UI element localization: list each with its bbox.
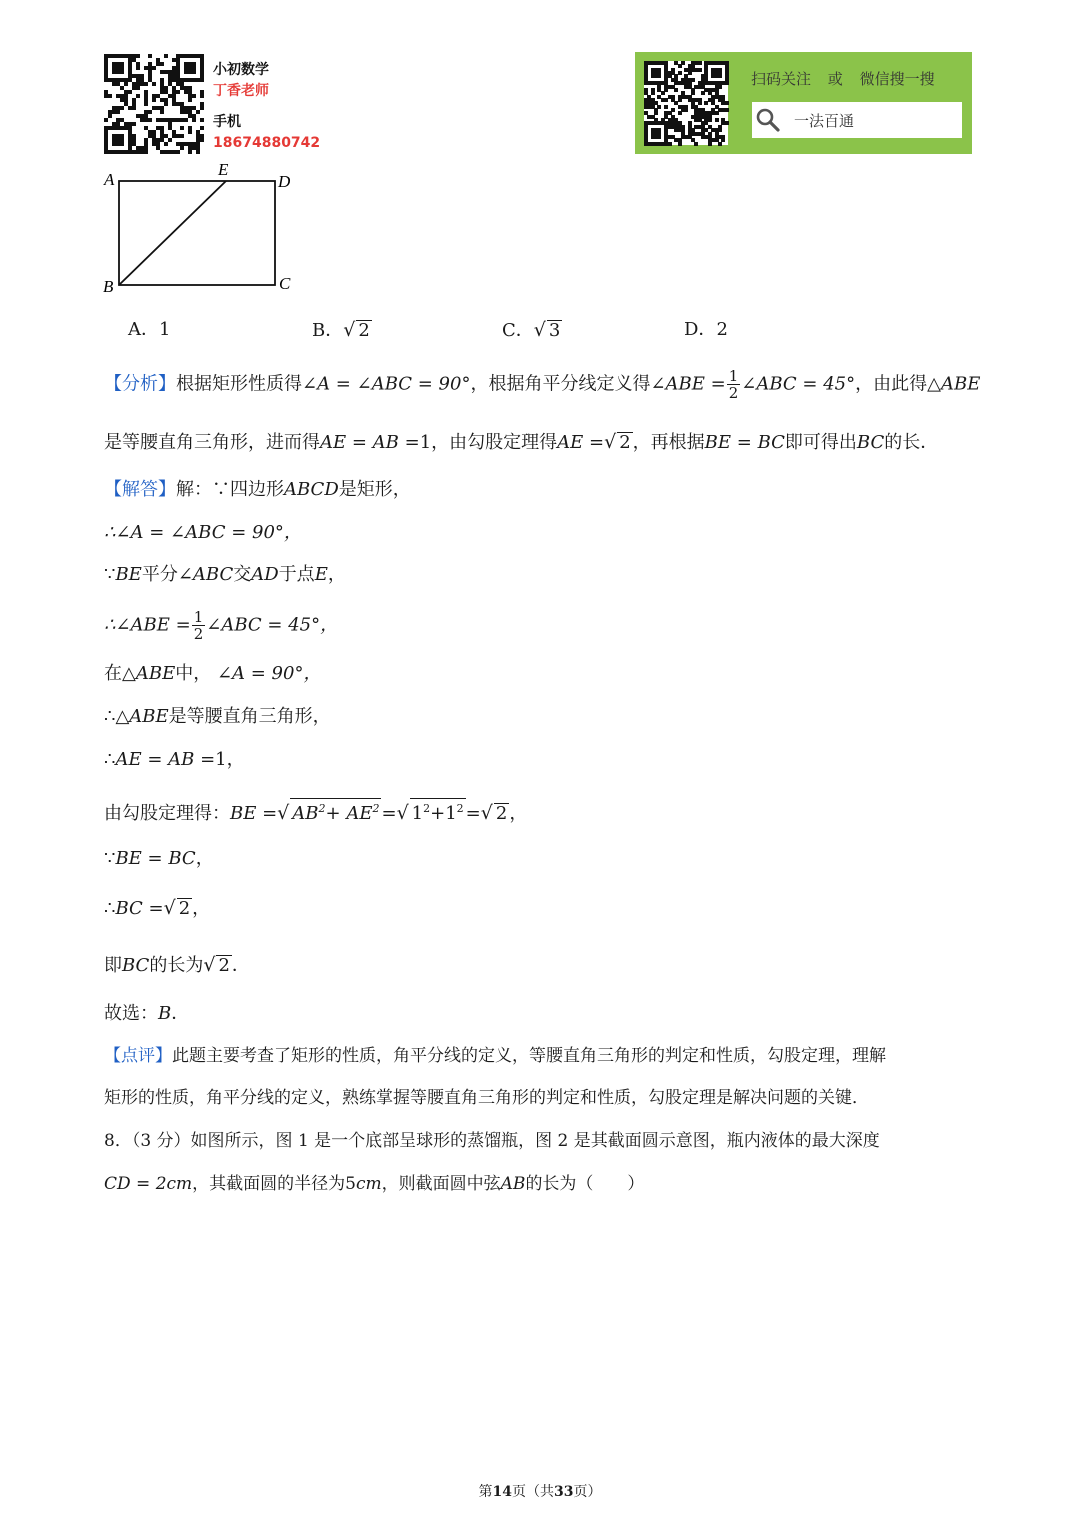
follow-banner [635,52,972,154]
search-text: 一法百通 [794,112,855,130]
qr-module [124,82,128,86]
page-number: 14 [492,1484,512,1500]
qr-module [108,94,112,98]
qr-module [132,106,136,110]
segment-be [119,181,226,285]
analysis-line-1: 【分析】根据矩形性质得∠A = ∠ABC = 90°，根据角平分线定义得∠ABE = $\frac{1}{2}$ ∠ABC = 45°，由此得△ABE [104,367,981,402]
rectangle-figure [100,158,300,298]
rectangle-abcd [119,181,275,285]
solution-line-6: ∴AE = AB =1， [104,749,245,770]
solution-line-8: ∵BE = BC， [104,848,214,869]
option-b-value: 2 [358,320,370,341]
option-c-value: 3 [548,320,561,341]
phone-number: 18674880742 [213,135,321,151]
qr-module [718,142,722,146]
qr-module [180,126,184,130]
fraction-half-2: $\frac{1}{2}$ [193,608,204,643]
solution-line-10: 即BC的长为√ 2 ． [104,954,250,976]
qr-module [678,64,682,68]
qr-module [148,118,152,122]
qr-module [196,110,200,114]
qr-module [120,106,124,110]
qr-module [136,66,140,70]
qr-module [657,74,661,78]
label-d: D [278,172,291,191]
qr-module [144,102,148,106]
qr-module [164,54,168,58]
qr-module [657,135,661,139]
solution-line-9: ∴BC =√ 2 ， [104,897,211,919]
qr-module [664,105,668,109]
question-8-line-1: 8．（3 分）如图所示，图 1 是一个底部呈球形的蒸馏瓶，图 2 是其截面圆示意图，瓶内液体的最大深度 [104,1131,880,1151]
option-b-letter: B． [312,320,344,341]
label-c: C [279,274,291,293]
brand-name: 小初数学 [213,62,269,78]
qr-module [725,121,729,125]
qr-module [725,108,729,112]
qr-module [132,122,136,126]
qr-module [164,102,168,106]
qr-module [698,68,702,72]
qr-module [184,118,188,122]
solution-line-5: ∴△ABE是等腰直角三角形， [104,706,331,727]
solution-line-2: ∵BE平分∠ABC交AD于点E， [104,564,346,585]
label-b: B [103,277,114,296]
qr-module [192,118,196,122]
qr-module [176,150,180,154]
phone-label: 手机 [213,114,241,130]
qr-module [708,142,712,146]
qr-module [180,134,184,138]
qr-module [704,101,708,105]
qr-module [152,66,156,70]
solution-line-11: 故选：B． [104,1003,190,1024]
option-a-value: 1 [159,319,171,340]
qr-module [148,110,152,114]
qr-module [144,150,148,154]
qr-module [152,82,156,86]
qr-module [718,74,722,78]
qr-module [200,106,204,110]
label-a: A [104,170,115,189]
qr-module [694,142,698,146]
qr-module [136,94,140,98]
qr-module [136,86,140,90]
search-box[interactable] [752,102,962,138]
qr-module [200,78,204,82]
qr-module [196,150,200,154]
qr-module [701,91,705,95]
comment-tag: 【点评】 [104,1046,172,1066]
qr-module [128,90,132,94]
qr-module [116,110,120,114]
contact-qr-code [104,54,208,154]
qr-module [176,90,180,94]
question-8-line-2: CD = 2cm，其截面圆的半径为5cm，则截面圆中弦AB的长为（ ） [104,1174,645,1194]
qr-module [678,111,682,115]
qr-module [144,82,148,86]
analysis-line-2: 是等腰直角三角形，进而得AE = AB =1，由勾股定理得AE =√ 2 ，再根据BE = BC即可得出BC的长． [104,431,939,453]
qr-module [200,118,204,122]
option-a[interactable] [128,318,170,342]
search-icon [755,107,781,133]
solution-line-4: 在△ABE中， ∠A = 90°， [104,663,322,684]
qr-module [664,98,668,102]
qr-module [715,111,719,115]
contact-block [213,60,320,154]
qr-module [180,146,184,150]
teacher-name: 丁香老师 [213,83,269,99]
option-c-letter: C． [502,320,534,341]
comment-line-2: 矩形的性质，角平分线的定义，熟练掌握等腰直角三角形的判定和性质，勾股定理是解决问题的关键． [104,1088,869,1108]
solution-line-intro: 【解答】解：∵四边形ABCD是矩形， [104,479,411,500]
qr-module [698,61,702,65]
qr-module [725,81,729,85]
option-a-letter: A． [128,319,159,340]
solution-tag: 【解答】 [104,479,176,500]
solution-line-3: ∴∠ABE = $\frac{1}{2}$ ∠ABC = 45°， [104,608,339,643]
scan-follow-text: 扫码关注 [751,70,812,88]
comment-line-1: 【点评】此题主要考查了矩形的性质，角平分线的定义，等腰直角三角形的判定和性质，勾股定理，理解 [104,1046,886,1066]
qr-module [668,142,672,146]
follow-prompt [751,68,935,89]
option-b[interactable]: B．√ 2 [312,319,370,341]
qr-module [684,108,688,112]
qr-module [200,94,204,98]
label-e: E [218,160,229,179]
qr-module [188,130,192,134]
qr-module [725,101,729,105]
qr-module [674,88,678,92]
qr-module [715,118,719,122]
qr-module [168,138,172,142]
qr-module [152,98,156,102]
follow-qr-code [644,61,728,145]
qr-module [120,70,124,74]
fraction-half: $\frac{1}{2}$ [728,367,739,402]
total-pages: 33 [554,1484,574,1500]
solution-line-1: ∴∠A = ∠ABC = 90°， [104,522,302,543]
analysis-tag: 【分析】 [104,373,176,395]
wechat-search-text: 微信搜一搜 [859,70,935,88]
option-c[interactable]: C．√ 3 [502,319,561,341]
qr-module [120,142,124,146]
qr-module [192,70,196,74]
qr-module [200,126,204,130]
qr-module [164,142,168,146]
page-footer: 第14页（共33页） [478,1484,602,1500]
or-text: 或 [827,70,843,88]
qr-module [136,54,140,58]
qr-module [188,150,192,154]
qr-module [104,118,108,122]
qr-module [160,110,164,114]
qr-module [188,98,192,102]
option-d-letter: D． [684,319,717,340]
option-d-value: 2 [716,319,728,340]
qr-module [678,142,682,146]
solution-line-7: 由勾股定理得：BE =√ $AB^2+ AE^2$ =√ $1^2+1^2$ =√ 2 ， [104,798,527,826]
option-d[interactable] [684,318,728,342]
qr-module [148,54,152,58]
qr-module [200,138,204,142]
qr-module [192,94,196,98]
qr-module [160,62,164,66]
qr-module [108,114,112,118]
